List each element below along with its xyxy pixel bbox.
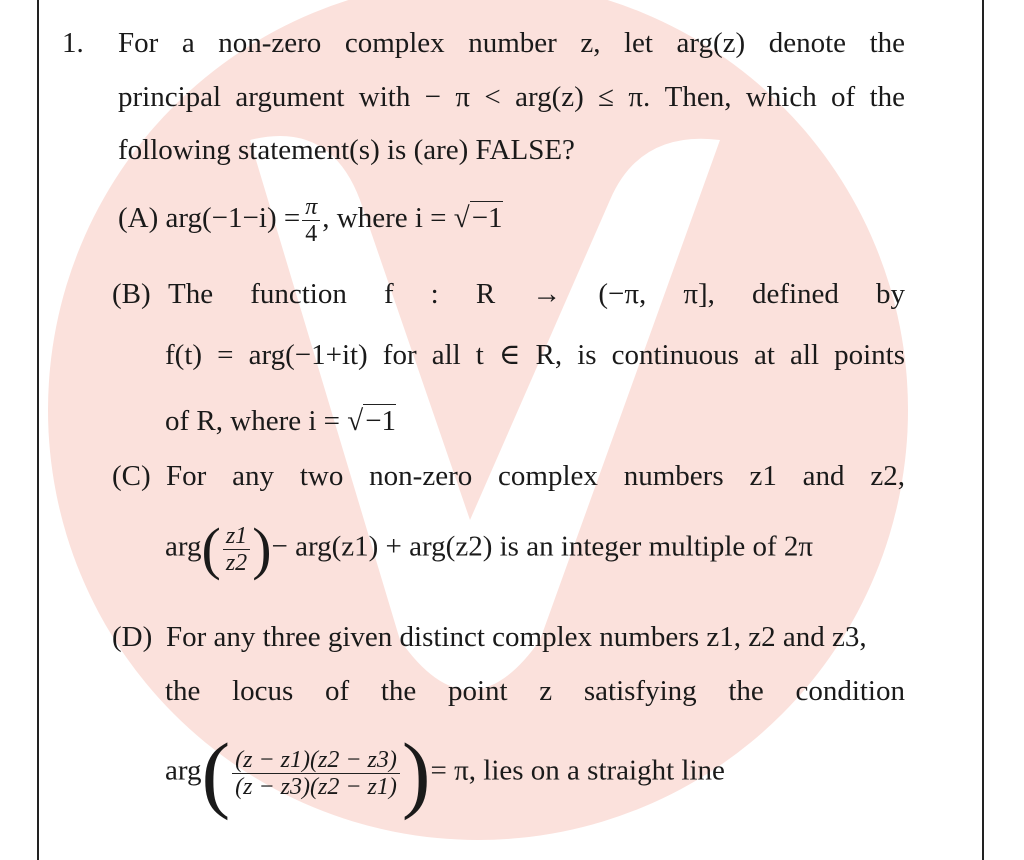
option-b-line-2: f(t) = arg(−1+it) for all t ∈ R, is continuous at all points — [165, 339, 905, 371]
sqrt-argument: −1 — [471, 202, 503, 235]
question-line-1: For a non-zero complex number z, let arg(z) denote the — [118, 27, 905, 59]
option-b-line-1 — [168, 277, 905, 311]
option-d-fraction — [232, 747, 400, 800]
fraction-numerator: (z − z1)(z2 − z3) — [232, 747, 400, 774]
option-c-line-1: For any two non-zero complex numbers z1 and z2, — [166, 460, 905, 492]
option-a-tail: , where i = — [322, 202, 454, 235]
option-b-label: (B) — [112, 278, 151, 310]
option-a-label: (A) — [118, 202, 159, 235]
sqrt-symbol: √ — [453, 202, 470, 235]
right-paren: ) — [401, 725, 431, 821]
fraction-denominator: (z − z3)(z2 − z1) — [235, 773, 397, 800]
arg-text: arg — [165, 530, 202, 563]
left-paren: ( — [201, 725, 231, 821]
option-d-line-2: the locus of the point z satisfying the condition — [165, 675, 905, 707]
word: defined — [751, 278, 839, 310]
option-a-expr: arg(−1−i) = — [165, 202, 301, 235]
sqrt-argument: −1 — [365, 405, 397, 437]
option-d-rest: = π, lies on a straight line — [430, 754, 725, 787]
word: by — [876, 278, 906, 310]
option-d-line-1: For any three given distinct complex numbers z1, z2 and z3, — [166, 621, 867, 653]
question-line-3: following statement(s) is (are) FALSE? — [118, 134, 575, 166]
right-border — [982, 0, 984, 860]
right-paren: ) — [252, 516, 272, 581]
fraction-denominator: z2 — [225, 549, 248, 576]
option-c-fraction — [223, 523, 250, 576]
sqrt-symbol: √ — [347, 405, 364, 437]
option-c-rest: − arg(z1) + arg(z2) is an integer multiple of 2π — [271, 530, 814, 563]
option-d-line-3 — [165, 725, 725, 821]
option-a — [118, 194, 503, 247]
option-c-line-2 — [165, 516, 814, 581]
option-a-fraction — [302, 194, 320, 247]
left-border — [37, 0, 39, 860]
text: of R, where i = — [165, 405, 348, 437]
arg-text: arg — [165, 754, 202, 787]
question-line-2: principal argument with − π < arg(z) ≤ π. Then, which of the — [118, 81, 905, 113]
fraction-denominator: 4 — [305, 221, 318, 247]
word: function — [250, 278, 347, 310]
question-number: 1. — [62, 27, 84, 59]
option-d-label: (D) — [112, 621, 153, 653]
option-c-label: (C) — [112, 460, 151, 492]
left-paren: ( — [201, 516, 221, 581]
word: The — [168, 278, 214, 310]
math-expr: f : R → (−π, π], — [383, 278, 715, 310]
option-b-line-3 — [165, 404, 396, 438]
fraction-numerator: z1 — [223, 523, 250, 550]
fraction-numerator: π — [302, 194, 320, 221]
